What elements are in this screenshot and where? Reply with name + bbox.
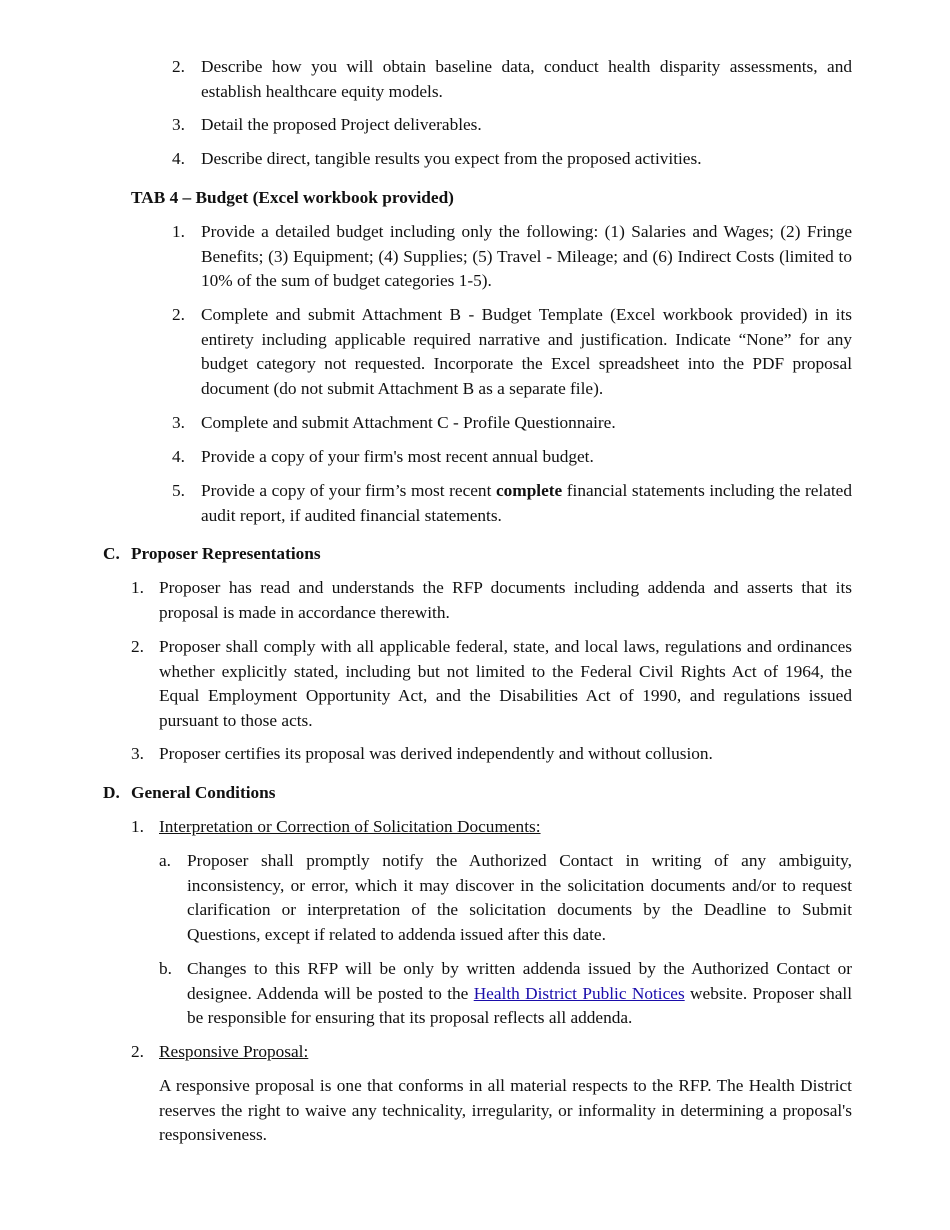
section-letter: D. (103, 783, 120, 802)
list-item (131, 1040, 852, 1065)
list-text: Describe how you will obtain baseline data, conduct health disparity assessments, and establish healthcare equity models. (201, 57, 852, 101)
list-text: Complete and submit Attachment B - Budget Template (Excel workbook provided) in its entirety including applicable required narrative and justification. Indicate “None” for any budget category not requested. Incorporate the Excel spreadsheet into the PDF proposal document (do not submit Attachment B as a separate file). (201, 305, 852, 398)
section-d-heading (103, 781, 276, 806)
list-text-part: Changes to this RFP will be only by written addenda issued by the Authorized Contact or designee. Addenda will be posted to the (187, 959, 852, 1003)
list-text: Complete and submit Attachment C - Profile Questionnaire. (201, 413, 616, 432)
section-title: Proposer Representations (131, 544, 321, 563)
list-text: Detail the proposed Project deliverables. (201, 115, 482, 134)
list-number: 3. (172, 115, 185, 134)
list-number: 5. (172, 481, 185, 500)
list-text: Proposer shall promptly notify the Authorized Contact in writing of any ambiguity, inconsistency, or error, which it may discover in the solicitation documents and/or to request clarification or interpretation of the solicitation documents by the Deadline to Submit Questions, except if related to addenda issued after this date. (187, 851, 852, 944)
list-letter: b. (159, 959, 172, 978)
list-number: 1. (131, 578, 144, 597)
emphasis-complete: complete (495, 481, 563, 500)
list-text: Provide a detailed budget including only the following: (1) Salaries and Wages; (2) Fringe Benefits; (3) Equipment; (4) Supplies; (5) Travel - Mileage; and (6) Indirect Costs (limited to 10% of the sum of budget categories 1-5). (201, 222, 852, 291)
section-c-heading (103, 542, 321, 567)
subsection-title: Interpretation or Correction of Solicitation Documents: (159, 817, 541, 836)
list-text (159, 1040, 852, 1065)
tab4-heading: TAB 4 – Budget (Excel workbook provided) (131, 188, 454, 207)
list-number: 2. (172, 305, 185, 324)
list-item (172, 147, 852, 172)
section-title: General Conditions (131, 783, 276, 802)
list-number: 4. (172, 149, 185, 168)
sub-list-item (159, 849, 852, 947)
list-number: 3. (131, 744, 144, 763)
list-item (172, 55, 852, 104)
list-item (172, 220, 852, 294)
list-number: 1. (131, 817, 144, 836)
list-letter: a. (159, 851, 171, 870)
list-number: 2. (131, 637, 144, 656)
subsection-title: Responsive Proposal: (159, 1042, 309, 1061)
list-item (172, 479, 852, 528)
list-number: 2. (131, 1042, 144, 1061)
list-item (131, 742, 852, 767)
public-notices-link[interactable]: Health District Public Notices (473, 983, 685, 1003)
list-item (172, 411, 852, 436)
list-text-part: financial statements including the related audit report, if audited financial statements. (201, 481, 852, 525)
list-item (131, 815, 852, 840)
list-item (172, 445, 852, 470)
list-text (201, 479, 852, 528)
responsive-proposal-paragraph: A responsive proposal is one that conforms in all material respects to the RFP. The Health District reserves the right to waive any technicality, irregularity, or informality in determining a proposal's responsiveness. (159, 1076, 852, 1145)
list-text: Describe direct, tangible results you expect from the proposed activities. (201, 149, 702, 168)
list-text (159, 815, 852, 840)
list-text: Proposer certifies its proposal was derived independently and without collusion. (159, 744, 713, 763)
sub-list-item (159, 957, 852, 1031)
list-number: 4. (172, 447, 185, 466)
list-text: Provide a copy of your firm's most recent annual budget. (201, 447, 594, 466)
list-number: 3. (172, 413, 185, 432)
list-text: Proposer has read and understands the RFP documents including addenda and asserts that its proposal is made in accordance therewith. (159, 578, 852, 622)
list-item (131, 576, 852, 625)
list-item (172, 113, 852, 138)
list-item (131, 635, 852, 733)
list-text-part: Provide a copy of your firm’s most recent (201, 481, 496, 500)
list-item (172, 303, 852, 401)
list-text: Proposer shall comply with all applicable federal, state, and local laws, regulations and ordinances whether explicitly stated, including but not limited to the Federal Civil Rights Act of 1964, the Equal Employment Opportunity Act, and the Disabilities Act of 1990, and regulations issued pursuant to those acts. (159, 637, 852, 730)
section-letter: C. (103, 544, 120, 563)
list-text (187, 957, 852, 1031)
list-number: 2. (172, 57, 185, 76)
list-number: 1. (172, 222, 185, 241)
list-text-part: website. Proposer shall be responsible for ensuring that its proposal reflects all addenda. (187, 983, 852, 1028)
